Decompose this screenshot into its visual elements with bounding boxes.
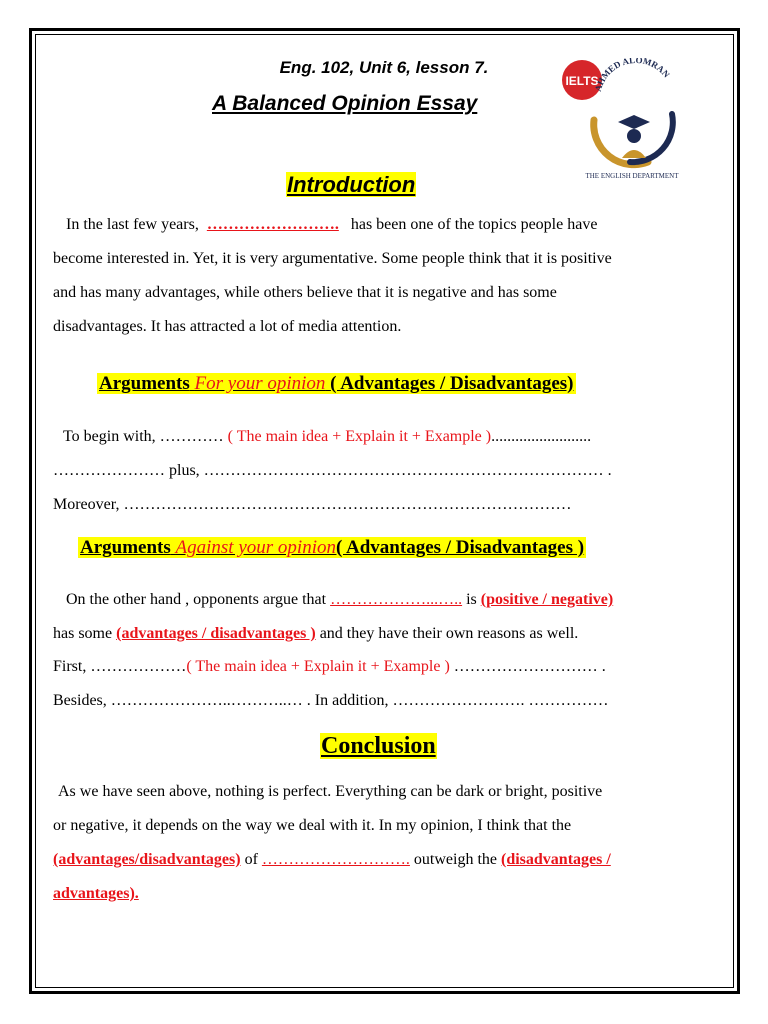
page-title: A Balanced Opinion Essay <box>212 92 478 115</box>
against-line-2-end: and they have their own reasons as well. <box>319 625 579 642</box>
against-advantages-choice: (advantages / disadvantages ) <box>116 625 316 642</box>
conclusion-line-2: or negative, it depends on the way we deal with it. In my opinion, I think that the <box>53 817 572 834</box>
intro-line-3: and has many advantages, while others believe that it is negative and has some <box>53 284 557 301</box>
against-line-3-start: First, ……………… <box>53 658 187 675</box>
against-heading-opinion: Against your opinion <box>175 537 336 558</box>
for-line-1 <box>63 420 591 453</box>
for-line-1-hint: ( The main idea + Explain it + Example ) <box>227 428 492 445</box>
against-heading-arguments: Arguments <box>80 537 171 558</box>
against-heading-advantages: ( Advantages / Disadvantages ) <box>335 537 585 558</box>
conclusion-line-1: As we have seen above, nothing is perfect. Everything can be dark or bright, positive <box>58 783 603 800</box>
for-heading-advantages: ( Advantages / Disadvantages) <box>330 373 574 394</box>
for-heading-arguments: Arguments <box>99 373 190 394</box>
for-section-heading <box>97 373 576 395</box>
against-positive-negative: (positive / negative) <box>480 591 614 608</box>
against-topic-blank: ………………...….. <box>330 591 463 608</box>
for-heading-opinion: For your opinion <box>194 373 326 394</box>
introduction-heading-text: Introduction <box>287 172 416 197</box>
logo-department-text: THE ENGLISH DEPARTMENT <box>585 172 679 180</box>
graduate-head-icon <box>627 129 641 143</box>
for-section-heading-text <box>97 373 576 394</box>
conclusion-heading-text: Conclusion <box>321 733 436 759</box>
conclusion-of: of <box>244 851 258 868</box>
svg-text:AHMED ALOMRAN <box>593 58 672 93</box>
graduation-cap-icon <box>618 115 650 129</box>
for-line-3: Moreover, ………………………………………………………………………… <box>53 496 572 513</box>
conclusion-line-4 <box>53 877 139 910</box>
against-line-4: Besides, …………………..………..… . In addition, ……………………. …………… <box>53 692 609 709</box>
against-line-3 <box>53 650 606 683</box>
conclusion-topic-blank: ………………………. <box>261 851 410 868</box>
against-section-heading-text <box>78 537 586 558</box>
graduate-body-icon <box>622 150 646 158</box>
conclusion-heading <box>320 733 437 760</box>
department-logo <box>560 58 704 182</box>
intro-topic-blank: ……………………. <box>206 216 339 233</box>
conclusion-advantages-choice: (advantages/disadvantages) <box>53 851 241 868</box>
against-line-2 <box>53 617 578 650</box>
for-line-1-end: ......................... <box>491 428 592 445</box>
for-line-2: ………………… plus, ………………………………………………………………… . <box>53 462 612 479</box>
course-line: Eng. 102, Unit 6, lesson 7. <box>279 58 489 77</box>
intro-line-2: become interested in. Yet, it is very argumentative. Some people think that it is positive <box>53 250 612 267</box>
logo-arc-text: AHMED ALOMRAN <box>592 58 672 93</box>
for-line-1-start: To begin with, ………… <box>63 428 224 445</box>
conclusion-disadvantages-choice: (disadvantages / <box>501 851 611 868</box>
against-section-heading <box>78 537 586 559</box>
against-line-2-start: has some <box>53 625 113 642</box>
intro-line-1 <box>66 208 597 241</box>
logo-badge-text: IELTS <box>565 74 599 88</box>
against-line-1-is: is <box>466 591 477 608</box>
conclusion-outweigh: outweigh the <box>413 851 497 868</box>
intro-line-4: disadvantages. It has attracted a lot of media attention. <box>53 318 402 335</box>
against-line-3-end: ……………………… . <box>453 658 606 675</box>
introduction-heading <box>286 172 416 198</box>
intro-line-1-start: In the last few years, <box>66 216 199 233</box>
conclusion-line-3 <box>53 843 611 876</box>
against-line-1-start: On the other hand , opponents argue that <box>66 591 327 608</box>
against-line-3-hint: ( The main idea + Explain it + Example ) <box>186 658 450 675</box>
intro-line-1-end: has been one of the topics people have <box>350 216 598 233</box>
against-line-1 <box>66 583 613 616</box>
conclusion-advantages-end: advantages). <box>53 885 139 902</box>
